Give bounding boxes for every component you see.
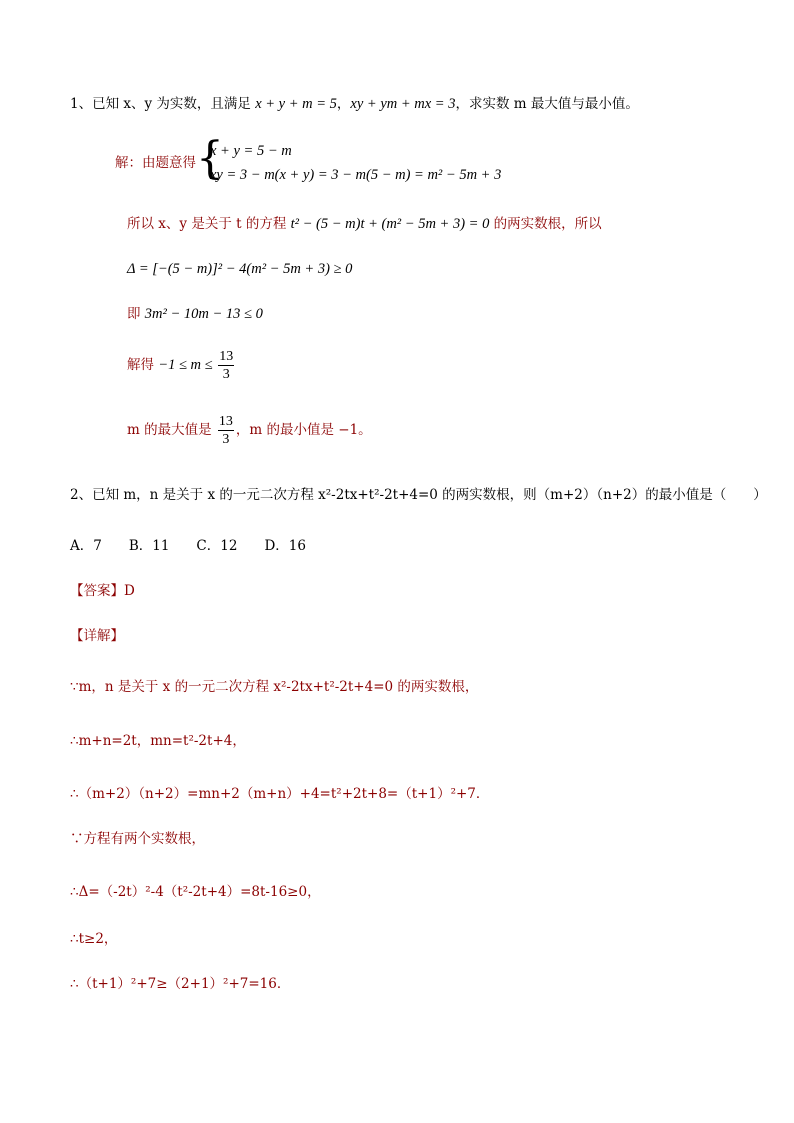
answer-value: D xyxy=(124,583,135,599)
q1-system-line-2: xy = 3 − m(x + y) = 3 − m(5 − m) = m² − 5m + 3 xyxy=(210,167,502,183)
q1-step-3-pre: 即 xyxy=(127,306,145,322)
q1-step-3-equation: 3m² − 10m − 13 ≤ 0 xyxy=(144,306,263,322)
q1-prompt xyxy=(70,94,639,114)
q1-step-5-pre: m 的最大值是 xyxy=(127,422,216,438)
q1-step-4-pre: 解得 xyxy=(127,357,159,373)
detail-line-5: ∴Δ=（-2t）²-4（t²-2t+4）=8t-16≥0， xyxy=(70,884,321,900)
detail-line-4: ∵方程有两个实数根， xyxy=(70,831,205,847)
q1-step-4 xyxy=(127,345,236,385)
detail-line-3: ∴（m+2）（n+2）=mn+2（m+n）+4=t²+2t+8=（t+1）²+7． xyxy=(70,786,490,802)
q1-step-2-equation: Δ = [−(5 − m)]² − 4(m² − 5m + 3) ≥ 0 xyxy=(127,261,353,277)
detail-line-6: ∴t≥2， xyxy=(70,931,118,947)
detail-label: 【详解】 xyxy=(70,628,124,644)
q1-prompt-pre: 1、已知 x、y 为实数，且满足 xyxy=(70,96,256,112)
q2-options: A．7 B．11 C．12 D．16 xyxy=(70,538,306,554)
q1-step-1-pre: 所以 x、y 是关于 t 的方程 xyxy=(127,216,291,232)
q2-prompt: 2、已知 m，n 是关于 x 的一元二次方程 x²-2tx+t²-2t+4=0 的两实数根，则（m+2）（n+2）的最小值是（ ） xyxy=(70,487,767,503)
q1-solution-label: 解：由题意得 xyxy=(115,155,196,171)
q1-system-line-1: x + y = 5 − m xyxy=(210,143,292,159)
fraction-numerator: 13 xyxy=(218,414,233,429)
system-brace: { xyxy=(196,133,224,184)
detail-line-2: ∴m+n=2t，mn=t²-2t+4， xyxy=(70,733,246,749)
q1-condition-1: x + y + m = 5 xyxy=(255,96,337,112)
q1-step-1-equation: t² − (5 − m)t + (m² − 5m + 3) = 0 xyxy=(290,216,490,232)
fraction-denominator: 3 xyxy=(222,432,230,447)
fraction-denominator: 3 xyxy=(222,367,230,382)
q1-step-5-fraction xyxy=(218,413,234,448)
detail-line-7: ∴（t+1）²+7≥（2+1）²+7=16． xyxy=(70,976,291,992)
q1-step-5 xyxy=(127,410,372,450)
q1-step-3 xyxy=(127,304,263,324)
q1-step-5-post: ，m 的最小值是 −1。 xyxy=(235,422,372,438)
fraction-numerator: 13 xyxy=(219,349,234,364)
q1-step-4-equation: −1 ≤ m ≤ xyxy=(158,357,217,373)
q1-step-1 xyxy=(127,214,602,234)
detail-line-1: ∵m，n 是关于 x 的一元二次方程 x²-2tx+t²-2t+4=0 的两实数根， xyxy=(70,679,479,695)
answer-label: 【答案】 xyxy=(70,583,124,599)
q1-separator: ， xyxy=(336,96,351,112)
q1-step-4-fraction xyxy=(218,348,234,383)
q1-step-1-post: 的两实数根，所以 xyxy=(489,216,602,232)
q1-prompt-post: ，求实数 m 最大值与最小值。 xyxy=(455,96,639,112)
q2-answer xyxy=(70,581,135,601)
q1-condition-2: xy + ym + mx = 3 xyxy=(350,96,456,112)
